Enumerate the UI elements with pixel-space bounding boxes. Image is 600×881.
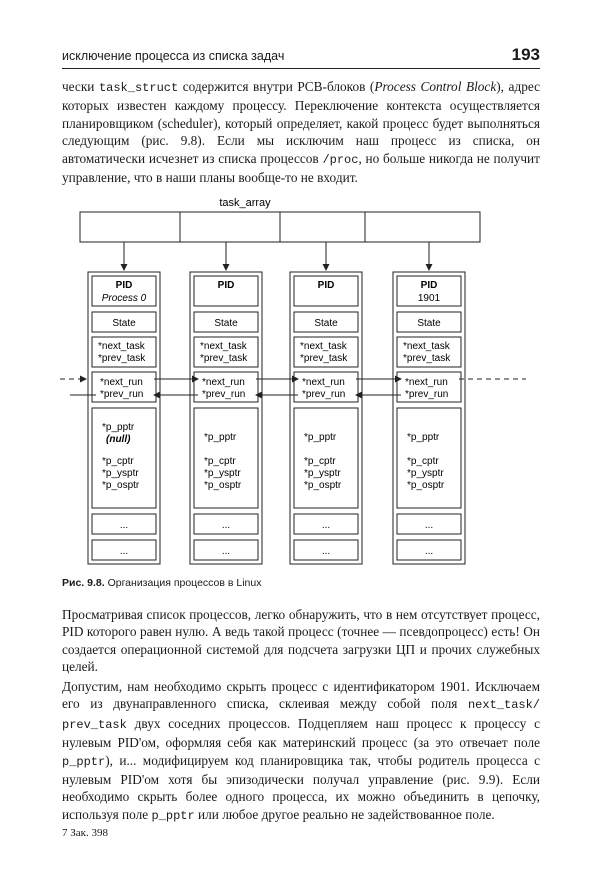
para3-code-p-pptr-2: p_pptr: [151, 808, 195, 823]
caption-text: Организация процессов в Linux: [104, 577, 262, 589]
block-3-next-run: *next_run: [302, 377, 345, 388]
block-1-p-osptr: *p_osptr: [102, 480, 140, 491]
block-3-p-osptr: *p_osptr: [304, 480, 342, 491]
block-2-p-cptr: *p_cptr: [204, 456, 236, 467]
block-2-prev-task: *prev_task: [200, 353, 248, 364]
block-1-next-task: *next_task: [98, 341, 145, 352]
block-1-p-pptr: *p_pptr: [102, 422, 135, 433]
block-2-prev-run: *prev_run: [202, 389, 246, 400]
para1-code-proc: /proc: [322, 152, 359, 167]
block-1-prev-task: *prev_task: [98, 353, 146, 364]
chapter-title: исключение процесса из списка задач: [62, 49, 285, 63]
block-2-dots-2: ...: [221, 546, 231, 557]
block-3-prev-task: *prev_task: [300, 353, 348, 364]
block-4-prev-task: *prev_task: [403, 353, 451, 364]
block-3-dots-1: ...: [321, 520, 331, 531]
para1-text-3: ), адрес которых известен каждому процессу. Переключение контекста осуществляется планировщиком (scheduler), который определяет, какой процесс будет выполняться следующим (рис. 9.8). Если мы исключим наш процесс из списка, он автоматически исчезнет из списка процессов: [62, 79, 540, 166]
para3-text-2: двух соседних процессов. Подцепляем наш процесс к процессу с нулевым PID'ом, оформляя себя как материнский процесс (за это отвечает поле: [62, 715, 540, 751]
block-4-p-cptr: *p_cptr: [407, 456, 439, 467]
block-4-next-run: *next_run: [405, 377, 448, 388]
block-2-next-run: *next_run: [202, 377, 245, 388]
figure-caption: [62, 577, 261, 589]
block-1-dots-2: ...: [119, 546, 129, 557]
block-3-p-pptr: *p_pptr: [304, 432, 337, 443]
block-4-p-pptr: *p_pptr: [407, 432, 440, 443]
figure-9-8: [60, 192, 530, 572]
block-2-pid-label: PID: [217, 280, 235, 291]
block-3-p-cptr: *p_cptr: [304, 456, 336, 467]
caption-label: Рис. 9.8.: [62, 577, 105, 589]
block-1-dots-1: ...: [119, 520, 129, 531]
para1-code-task-struct: task_struct: [98, 81, 179, 95]
block-2-p-ysptr: *p_ysptr: [204, 468, 241, 479]
block-1-pid-value: Process 0: [101, 293, 147, 304]
block-4-next-task: *next_task: [403, 341, 450, 352]
paragraph-3: [62, 678, 540, 825]
block-3-prev-run: *prev_run: [302, 389, 346, 400]
block-4-p-ysptr: *p_ysptr: [407, 468, 444, 479]
paragraph-1: [62, 78, 540, 186]
task-array-label: task_array: [219, 197, 271, 209]
para3-code-next-prev-task: next_task/ prev_task: [62, 698, 540, 732]
para3-text-1: Допустим, нам необходимо скрыть процесс с идентификатором 1901. Исключаем его из двунаправленного списка, склеивая между собой поля: [62, 679, 540, 712]
block-1-p-pptr-null: (null): [106, 434, 131, 445]
block-1-p-ysptr: *p_ysptr: [102, 468, 139, 479]
paragraph-2: [62, 606, 540, 676]
block-4-prev-run: *prev_run: [405, 389, 449, 400]
para3-text-4: или любое другое реально не задействованное поле.: [194, 806, 495, 822]
block-1-next-run: *next_run: [100, 377, 143, 388]
block-4-pid-label: PID: [420, 280, 438, 291]
process-diagram: [60, 192, 530, 572]
block-3-dots-2: ...: [321, 546, 331, 557]
block-1-prev-run: *prev_run: [100, 389, 144, 400]
block-1-state-label: State: [112, 318, 136, 329]
page-footer: 7 Зак. 398: [62, 827, 108, 839]
para2-text: Просматривая список процессов, легко обнаружить, что в нем отсутствует процесс, PID которого равен нулю. А ведь такой процесс (точнее — псевдопроцесс) есть! Он создается операционной системой для подсчета загрузки ЦП и прочих служебных целей.: [62, 607, 540, 675]
running-header: [62, 44, 540, 69]
para3-code-p-pptr: p_pptr: [62, 754, 106, 769]
block-3-next-task: *next_task: [300, 341, 347, 352]
block-4-dots-1: ...: [424, 520, 434, 531]
block-4-dots-2: ...: [424, 546, 434, 557]
para1-text-1: чески: [62, 79, 99, 94]
block-2-state-label: State: [214, 318, 238, 329]
para1-text-2: содержится внутри PCB-блоков (: [178, 79, 375, 94]
block-2-p-pptr: *p_pptr: [204, 432, 237, 443]
block-2-next-task: *next_task: [200, 341, 247, 352]
block-1-pid-label: PID: [115, 280, 133, 291]
block-2-p-osptr: *p_osptr: [204, 480, 242, 491]
block-4-pid-value: 1901: [417, 293, 441, 304]
block-3-p-ysptr: *p_ysptr: [304, 468, 341, 479]
para1-text-4: , но больше никогда не получит управление, что в наши планы вообще-то не входит.: [62, 150, 540, 186]
block-3-pid-label: PID: [317, 280, 335, 291]
page-number: 193: [511, 45, 540, 64]
block-2-dots-1: ...: [221, 520, 231, 531]
block-4-state-label: State: [417, 318, 441, 329]
para3-text-3: ), и... модифицируем код планировщика так, чтобы родитель процесса с нулевым PID'ом хотя бы эпизодически получал управление (рис. 9.9). Если необходимо скрыть более одного процесса, их можно объединить в цепочку, используя поле: [62, 752, 540, 822]
block-4-p-osptr: *p_osptr: [407, 480, 445, 491]
block-1-p-cptr: *p_cptr: [102, 456, 134, 467]
block-3-state-label: State: [314, 318, 338, 329]
para1-italic-pcb: Process Control Block: [374, 79, 497, 94]
